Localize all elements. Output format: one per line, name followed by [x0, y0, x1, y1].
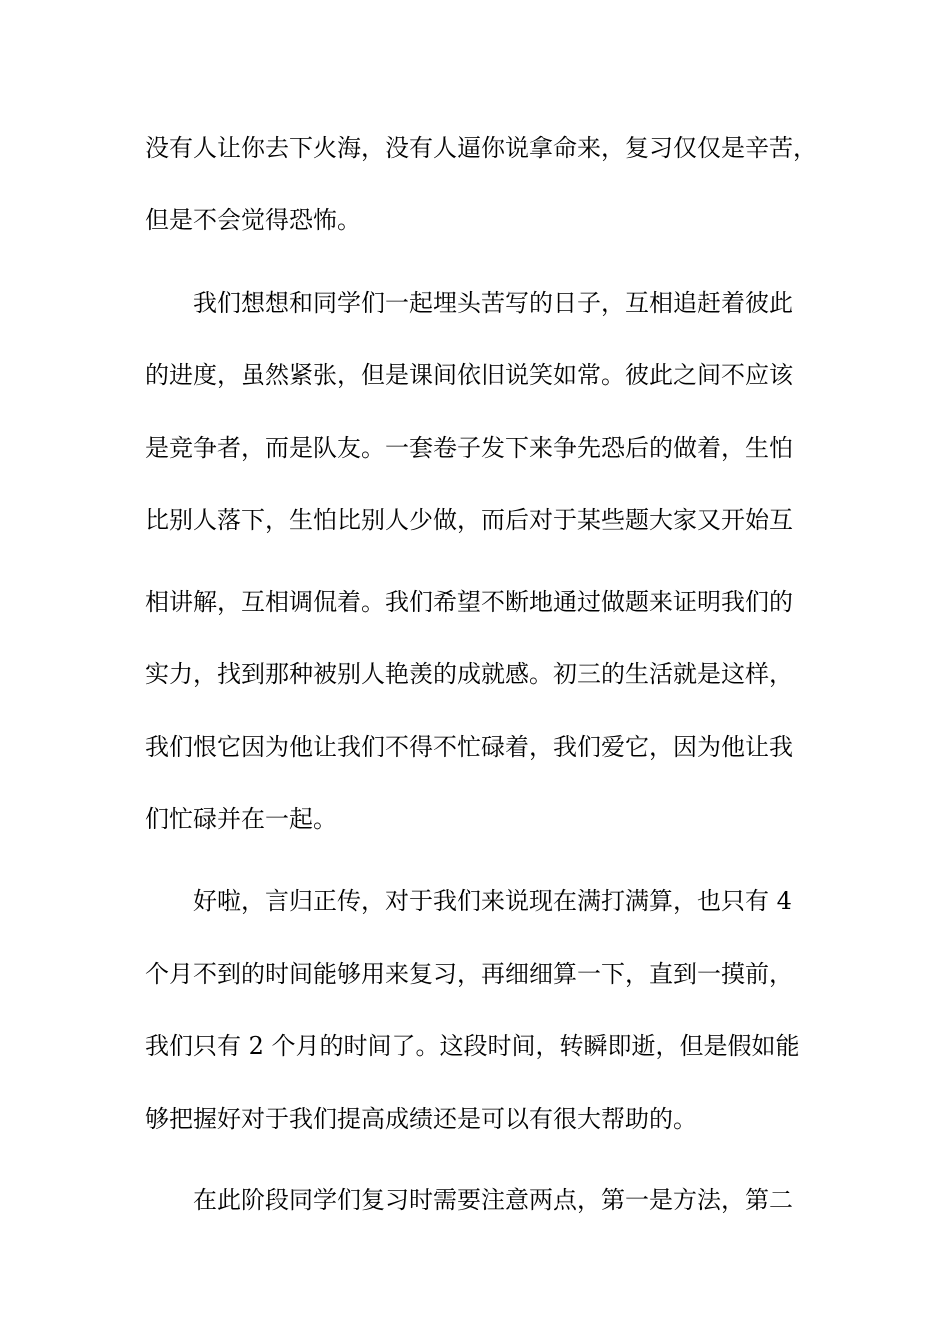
text-line: 我们只有 2 个月的时间了。这段时间，转瞬即逝，但是假如能 — [145, 1032, 800, 1060]
paragraph-start-line: 好啦，言归正传，对于我们来说现在满打满算，也只有 4 — [193, 887, 792, 915]
text-line: 相讲解，互相调侃着。我们希望不断地通过做题来证明我们的 — [145, 588, 793, 616]
paragraph-start-line: 我们想想和同学们一起埋头苦写的日子，互相追赶着彼此 — [193, 289, 793, 317]
text-line: 实力，找到那种被别人艳羡的成就感。初三的生活就是这样， — [145, 660, 793, 688]
text-line: 但是不会觉得恐怖。 — [145, 206, 361, 234]
text-line: 没有人让你去下火海，没有人逼你说拿命来，复习仅仅是辛苦， — [145, 134, 817, 162]
text-line: 们忙碌并在一起。 — [145, 805, 337, 833]
text-line: 个月不到的时间能够用来复习，再细细算一下，直到一摸前， — [145, 960, 793, 988]
text-line: 的进度，虽然紧张，但是课间依旧说笑如常。彼此之间不应该 — [145, 361, 793, 389]
paragraph-start-line: 在此阶段同学们复习时需要注意两点，第一是方法，第二 — [193, 1186, 793, 1214]
text-line: 比别人落下，生怕比别人少做，而后对于某些题大家又开始互 — [145, 506, 793, 534]
text-line: 是竞争者，而是队友。一套卷子发下来争先恐后的做着，生怕 — [145, 434, 793, 462]
text-line: 我们恨它因为他让我们不得不忙碌着，我们爱它，因为他让我 — [145, 733, 793, 761]
text-line: 够把握好对于我们提高成绩还是可以有很大帮助的。 — [145, 1105, 697, 1133]
